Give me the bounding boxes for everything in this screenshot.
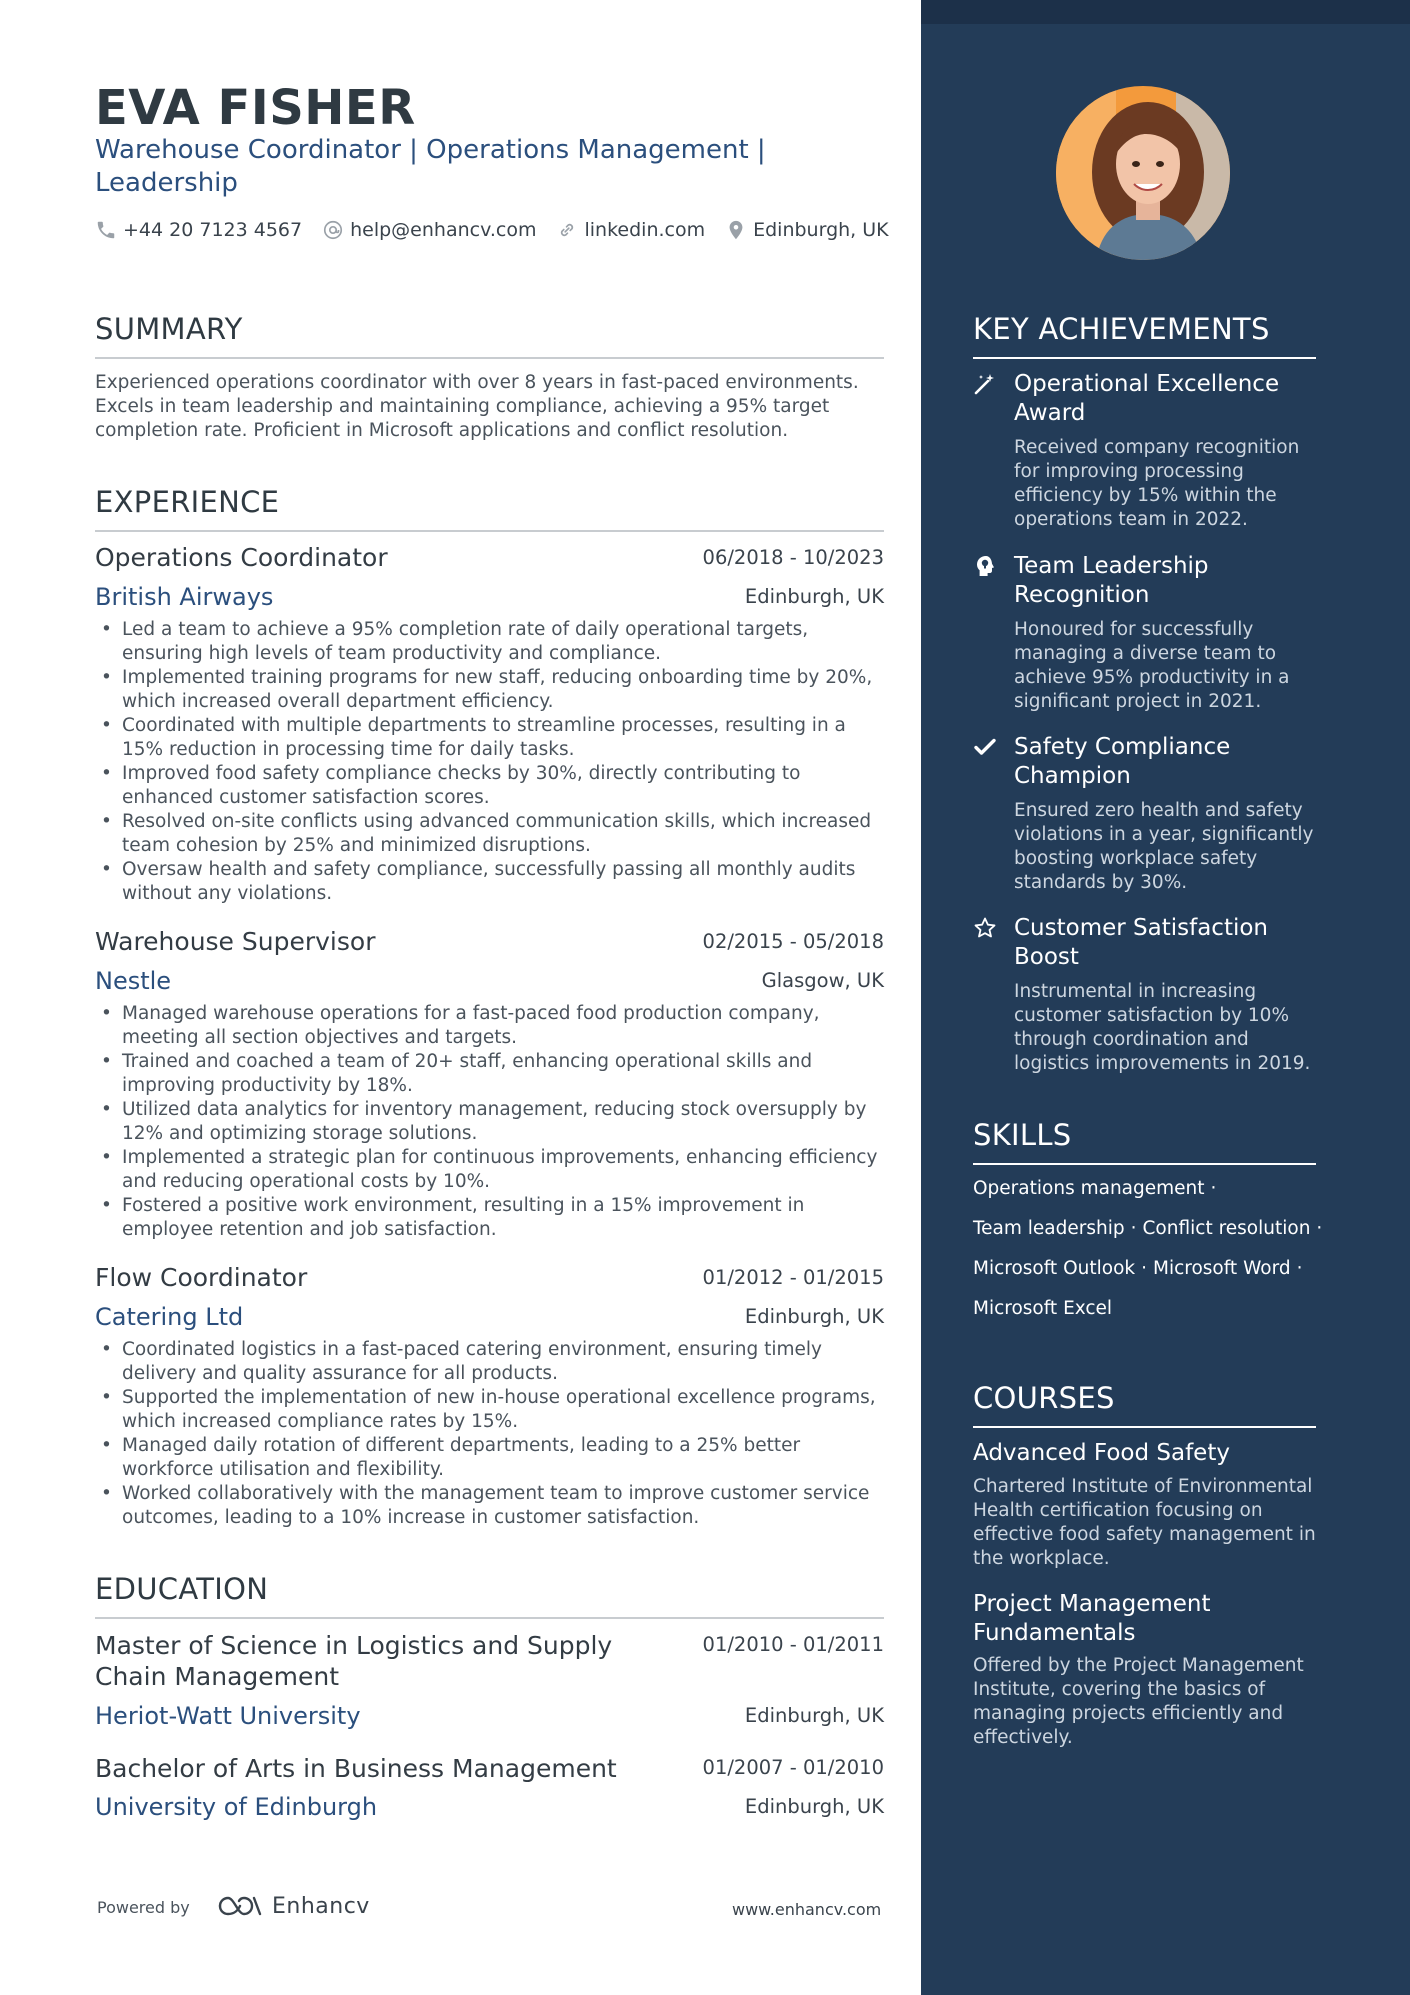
- achievement-desc: Ensured zero health and safety violations in a year, significantly boosting workplace safety standards by 30%.: [1014, 800, 1314, 893]
- summary-divider: [95, 357, 884, 359]
- sidebar-top-strip: [921, 0, 1410, 24]
- profile-photo: [1056, 86, 1230, 260]
- education-divider: [95, 1617, 884, 1619]
- candidate-name: EVA FISHER: [95, 80, 416, 136]
- head-lightbulb-icon: [973, 554, 997, 578]
- bullet-item: • Led a team to achieve a 95% completion rate of daily operational targets, ensuring high levels of team productivity and compliance.: [95, 618, 884, 666]
- edu-degree: Master of Science in Logistics and Supply Chain Management: [95, 1631, 613, 1691]
- avatar: [1056, 86, 1230, 260]
- course-desc: Offered by the Project Management Institute, covering the basics of managing projects efficiently and effectively.: [973, 1655, 1304, 1748]
- achievement-desc: Honoured for successfully managing a diverse team to achieve 95% productivity in a significant project in 2021.: [1014, 619, 1290, 712]
- job-company: British Airways: [95, 583, 274, 611]
- skill-separator: ·: [1130, 1218, 1137, 1239]
- summary-text: Experienced operations coordinator with over 8 years in fast-paced environments. Excels in team leadership and maintaining compliance, achieving a 95% target completion rate. Proficient in Microsoft applications and conflict resolution.: [95, 372, 859, 441]
- summary-title: SUMMARY: [95, 312, 243, 346]
- bullet-item: • Implemented a strategic plan for continuous improvements, enhancing efficiency and reducing operational costs by 10%.: [95, 1146, 884, 1194]
- skills-divider: [973, 1163, 1316, 1165]
- job-bullets: [95, 1338, 884, 1530]
- courses-title: COURSES: [973, 1381, 1115, 1415]
- skill-row: [973, 1258, 1309, 1279]
- achievement-title: Safety Compliance Champion: [1014, 734, 1231, 789]
- job-company: Catering Ltd: [95, 1303, 244, 1331]
- job-company: Nestle: [95, 967, 172, 995]
- bullet-item: • Managed warehouse operations for a fast-paced food production company, meeting all section objectives and targets.: [95, 1002, 884, 1050]
- at-icon: [322, 219, 344, 241]
- skill-separator: ·: [1296, 1258, 1303, 1279]
- edu-school: University of Edinburgh: [95, 1793, 378, 1821]
- bullet-item: • Implemented training programs for new staff, reducing onboarding time by 20%, which increased overall department efficiency.: [95, 666, 884, 714]
- skills-title: SKILLS: [973, 1118, 1072, 1152]
- skill-item: Microsoft Excel: [973, 1298, 1113, 1319]
- powered-by-label: Powered by: [97, 1898, 190, 1917]
- bullet-item: • Supported the implementation of new in-house operational excellence programs, which increased compliance rates by 15%.: [95, 1386, 884, 1434]
- skill-item: Microsoft Word: [1153, 1258, 1291, 1279]
- course-title: Project Management Fundamentals: [973, 1591, 1211, 1646]
- job-dates: 06/2018 - 10/2023: [702, 546, 884, 569]
- achievement-title: Operational Excellence Award: [1014, 371, 1280, 426]
- bullet-item: • Utilized data analytics for inventory management, reducing stock oversupply by 12% and optimizing storage solutions.: [95, 1098, 884, 1146]
- job-dates: 01/2012 - 01/2015: [702, 1266, 884, 1289]
- skill-item: Team leadership: [973, 1218, 1125, 1239]
- skill-row: [973, 1178, 1222, 1199]
- skill-separator: ·: [1316, 1218, 1323, 1239]
- job-title: Operations Coordinator: [95, 543, 388, 572]
- job-location: Glasgow, UK: [761, 969, 884, 992]
- achievements-divider: [973, 357, 1316, 359]
- edu-location: Edinburgh, UK: [744, 1795, 884, 1818]
- phone-icon: [95, 219, 117, 241]
- skill-separator: ·: [1141, 1258, 1147, 1279]
- linkedin-text: linkedin.com: [584, 219, 706, 241]
- edu-dates: 01/2007 - 01/2010: [702, 1756, 884, 1779]
- edu-school: Heriot-Watt University: [95, 1702, 361, 1730]
- contact-location: [725, 219, 889, 241]
- link-icon: [556, 219, 578, 241]
- enhancv-logo[interactable]: [216, 1893, 370, 1919]
- enhancv-logo-text: Enhancv: [272, 1893, 370, 1919]
- job-title: Flow Coordinator: [95, 1263, 308, 1292]
- phone-text: +44 20 7123 4567: [123, 219, 303, 241]
- magic-wand-icon: [973, 372, 997, 396]
- bullet-item: • Coordinated logistics in a fast-paced catering environment, ensuring timely delivery and quality assurance for all products.: [95, 1338, 884, 1386]
- achievement-desc: Received company recognition for improving processing efficiency by 15% within the operations team in 2022.: [1014, 437, 1300, 530]
- email-text: help@enhancv.com: [350, 219, 537, 241]
- enhancv-logo-icon: [216, 1893, 264, 1919]
- location-pin-icon: [725, 219, 747, 241]
- bullet-item: • Trained and coached a team of 20+ staff, enhancing operational skills and improving productivity by 18%.: [95, 1050, 884, 1098]
- experience-title: EXPERIENCE: [95, 485, 280, 519]
- job-bullets: [95, 1002, 884, 1242]
- contact-email[interactable]: [322, 219, 536, 241]
- bullet-item: • Worked collaboratively with the management team to improve customer service outcomes, leading to a 10% increase in customer satisfaction.: [95, 1482, 884, 1530]
- job-bullets: [95, 618, 884, 906]
- headline: Warehouse Coordinator | Operations Management | Leadership: [95, 135, 766, 198]
- bullet-item: • Resolved on-site conflicts using advanced communication skills, which increased team cohesion by 25% and minimized disruptions.: [95, 810, 884, 858]
- edu-dates: 01/2010 - 01/2011: [702, 1633, 884, 1656]
- course-title: Advanced Food Safety: [973, 1440, 1230, 1466]
- bullet-item: • Oversaw health and safety compliance, successfully passing all monthly audits without any violations.: [95, 858, 884, 906]
- achievements-title: KEY ACHIEVEMENTS: [973, 312, 1270, 346]
- contact-phone[interactable]: [95, 219, 302, 241]
- skill-separator: ·: [1210, 1178, 1217, 1199]
- contact-row: [95, 218, 909, 242]
- star-outline-icon: [973, 916, 997, 940]
- achievement-title: Team Leadership Recognition: [1014, 553, 1209, 608]
- education-title: EDUCATION: [95, 1572, 269, 1606]
- job-location: Edinburgh, UK: [744, 1305, 884, 1328]
- footer-url[interactable]: www.enhancv.com: [732, 1900, 882, 1919]
- skill-item: Conflict resolution: [1142, 1218, 1311, 1239]
- bullet-item: • Managed daily rotation of different departments, leading to a 25% better workforce utilisation and flexibility.: [95, 1434, 884, 1482]
- skill-row: [973, 1298, 1112, 1319]
- checkmark-icon: [973, 735, 997, 759]
- bullet-item: • Fostered a positive work environment, resulting in a 15% improvement in employee retention and job satisfaction.: [95, 1194, 884, 1242]
- edu-location: Edinburgh, UK: [744, 1704, 884, 1727]
- contact-linkedin[interactable]: [556, 219, 705, 241]
- edu-degree: Bachelor of Arts in Business Management: [95, 1754, 617, 1783]
- bullet-item: • Improved food safety compliance checks by 30%, directly contributing to enhanced customer satisfaction scores.: [95, 762, 884, 810]
- experience-divider: [95, 530, 884, 532]
- skill-item: Microsoft Outlook: [973, 1258, 1136, 1279]
- skill-row: [973, 1218, 1328, 1239]
- course-desc: Chartered Institute of Environmental Health certification focusing on effective food safety management in the workplace.: [973, 1476, 1316, 1569]
- location-text: Edinburgh, UK: [753, 219, 889, 241]
- courses-divider: [973, 1426, 1316, 1428]
- achievement-title: Customer Satisfaction Boost: [1014, 915, 1269, 970]
- bullet-item: • Coordinated with multiple departments to streamline processes, resulting in a 15% reduction in processing time for daily tasks.: [95, 714, 884, 762]
- job-dates: 02/2015 - 05/2018: [702, 930, 884, 953]
- skill-item: Operations management: [973, 1178, 1205, 1199]
- achievement-desc: Instrumental in increasing customer satisfaction by 10% through coordination and logistics improvements in 2019.: [1014, 981, 1311, 1074]
- job-title: Warehouse Supervisor: [95, 927, 376, 956]
- job-location: Edinburgh, UK: [744, 585, 884, 608]
